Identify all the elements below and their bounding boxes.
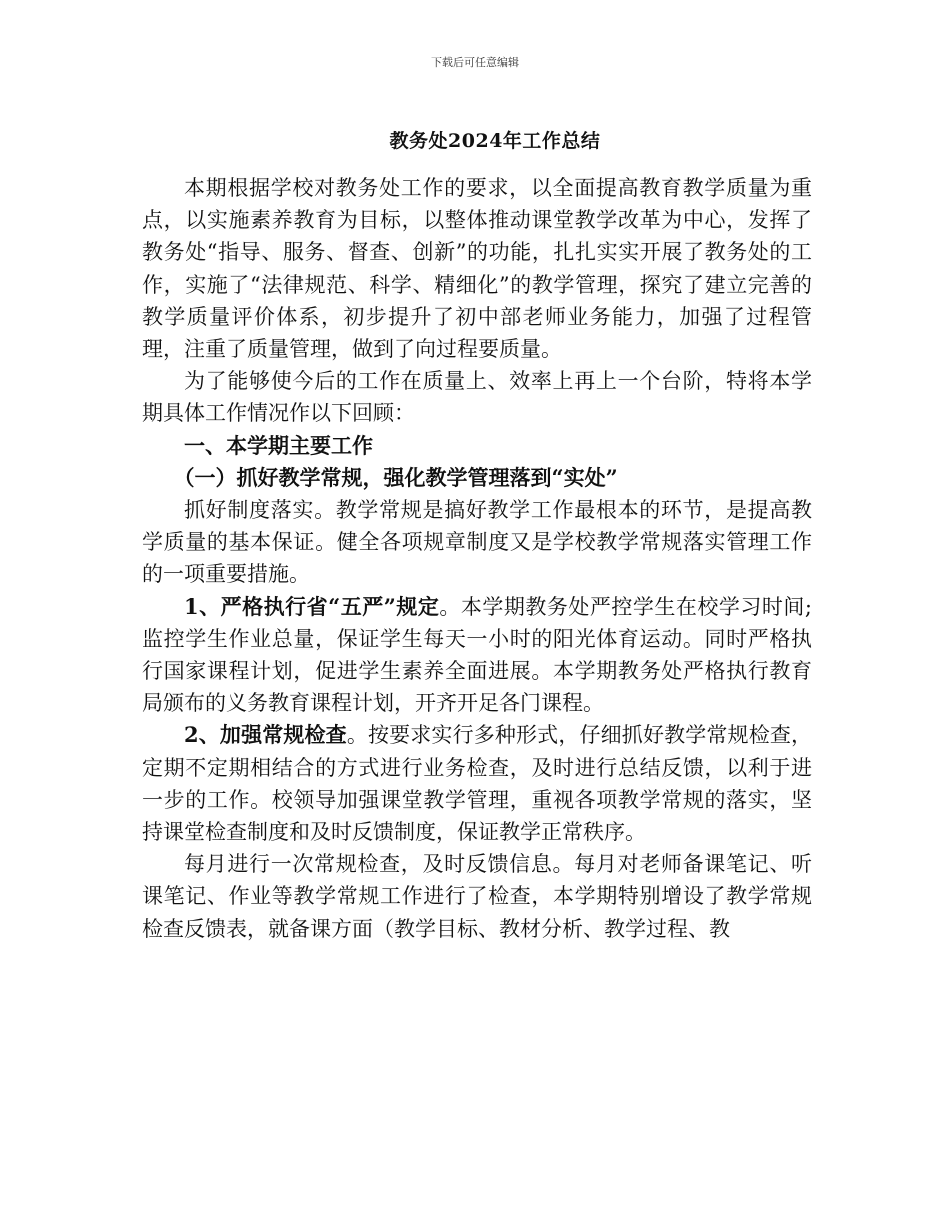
paragraph-system: 抓好制度落实。教学常规是搞好教学工作最根本的环节，是提高教学质量的基本保证。健全各项规章制度又是学校教学常规落实管理工作的一项重要措施。: [142, 498, 812, 587]
item-2-lead: 2、加强常规检查: [184, 722, 347, 748]
paragraph-monthly-check: 每月进行一次常规检查，及时反馈信息。每月对老师备课笔记、听课笔记、作业等教学常规工作进行了检查，本学期特别增设了教学常规检查反馈表，就备课方面（教学目标、教材分析、教学过程、教: [142, 852, 812, 941]
item-1-lead: 1、严格执行省“五严”规定: [184, 593, 440, 619]
paragraph-intro: 本期根据学校对教务处工作的要求，以全面提高教育教学质量为重点，以实施素养教育为目标，以整体推动课堂教学改革为中心，发挥了教务处“指导、服务、督查、创新”的功能，扎扎实实开展了教务处的工作，实施了“法律规范、科学、精细化”的教学管理，探究了建立完善的教学质量评价体系，初步提升了初中部老师业务能力，加强了过程管理，注重了质量管理，做到了向过程要质量。: [142, 176, 812, 362]
paragraph-item-1: [142, 591, 812, 720]
header-note: 下载后可任意编辑: [431, 56, 519, 69]
document-title: 教务处2024年工作总结: [389, 130, 601, 152]
paragraph-review: 为了能够使今后的工作在质量上、效率上再上一个台阶，特将本学期具体工作情况作以下回顾：: [142, 369, 812, 426]
item-1-text: 。本学期教务处严控学生在校学习时间;监控学生作业总量，保证学生每天一小时的阳光体育运动。同时严格执行国家课程计划，促进学生素养全面进展。本学期教务处严格执行教育局颁布的义务教育课程计划，开齐开足各门课程。: [142, 594, 812, 716]
document-body: [142, 172, 812, 945]
subsection-heading: （一）抓好教学常规，强化教学管理落到“实处”: [173, 464, 618, 490]
section-heading: 一、本学期主要工作: [184, 432, 373, 458]
paragraph-item-2: [142, 719, 812, 848]
item-2-text: 。按要求实行多种形式，仔细抓好教学常规检查，定期不定期相结合的方式进行业务检查，及时进行总结反馈，以利于进一步的工作。校领导加强课堂教学管理，重视各项教学常规的落实，坚持课堂检查制度和及时反馈制度，保证教学正常秩序。: [142, 723, 812, 845]
